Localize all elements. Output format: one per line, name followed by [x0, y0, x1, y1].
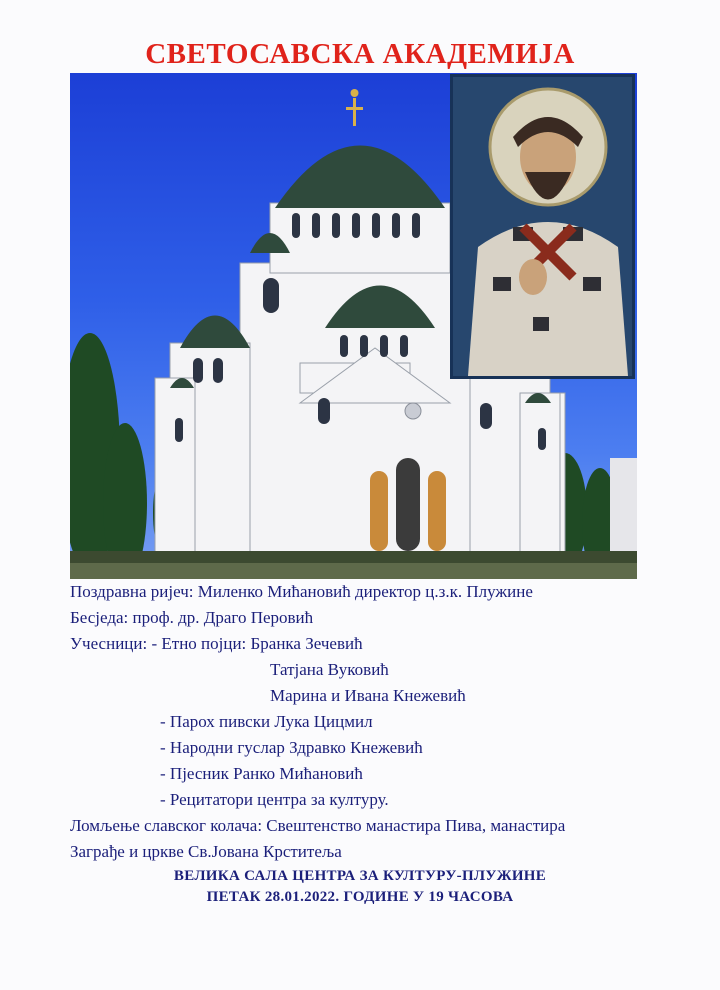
- singer-1: Татјана Вуковић: [270, 660, 389, 679]
- participant-item: - Пјесник Ранко Мићановић: [160, 764, 363, 783]
- cake-line-2: Заграђе и цркве Св.Јована Крститеља: [70, 842, 342, 861]
- portals: [370, 458, 446, 551]
- venue-line: ВЕЛИКА САЛА ЦЕНТРА ЗА КУЛТУРУ-ПЛУЖИНЕ: [173, 868, 547, 884]
- date-time-line: ПЕТАК 28.01.2022. ГОДИНЕ У 19 ЧАСОВА: [206, 889, 514, 905]
- participant-item: - Парох пивски Лука Цицмил: [160, 712, 373, 731]
- participants-label: Учесници: - Етно појци: Бранка Зечевић: [70, 634, 363, 653]
- speech-line: Бесједа: проф. др. Драго Перовић: [70, 608, 314, 627]
- poster-title: СВЕТОСАВСКА АКАДЕМИЈА: [145, 38, 575, 70]
- saint-icon-painting: [453, 77, 632, 376]
- saint-sava-icon-image: [450, 74, 635, 379]
- greeting-line: Поздравна ријеч: Миленко Мићановић директор ц.з.к. Плужине: [70, 582, 533, 601]
- cake-line-1: Ломљење славског колача: Свештенство манастира Пива, манастира: [70, 816, 566, 835]
- singer-2: Марина и Ивана Кнежевић: [270, 686, 466, 705]
- main-dome: [275, 146, 445, 209]
- participant-item: - Рецитатори центра за културу.: [160, 790, 389, 809]
- participant-item: - Народни гуслар Здравко Кнежевић: [160, 738, 423, 757]
